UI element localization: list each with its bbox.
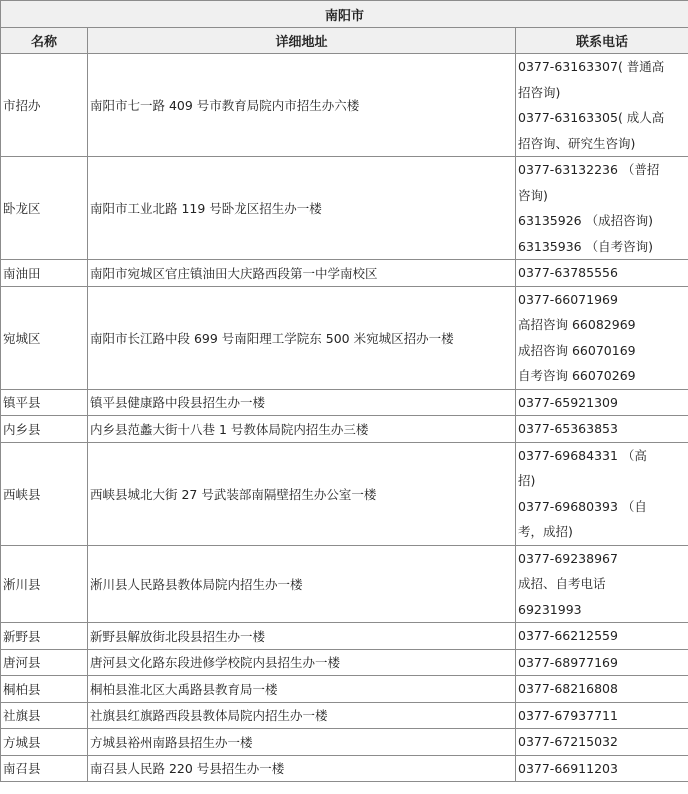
cell-phone <box>516 623 688 650</box>
phone-line: 招咨询、研究生咨询) <box>518 135 636 151</box>
cell-phone <box>516 545 688 623</box>
cell-name: 南召县 <box>1 755 88 782</box>
cell-phone <box>516 389 688 416</box>
cell-name: 南油田 <box>1 260 88 287</box>
phone-line: 0377-68216808 <box>518 681 618 696</box>
cell-address: 西峡县城北大街 27 号武装部南隔壁招生办公室一楼 <box>88 442 516 545</box>
table-row <box>1 755 688 782</box>
cell-name: 新野县 <box>1 623 88 650</box>
phone-line: 0377-67937711 <box>518 707 618 723</box>
table-row <box>1 702 688 729</box>
header-address: 详细地址 <box>88 28 516 54</box>
cell-address: 社旗县红旗路西段县教体局院内招生办一楼 <box>88 702 516 729</box>
table-row <box>1 545 688 623</box>
cell-address: 南阳市七一路 409 号市教育局院内市招生办六楼 <box>88 54 516 157</box>
phone-line: 0377-63163305( 成人高 <box>518 110 665 125</box>
phone-line: 考，成招) <box>518 524 573 539</box>
cell-name: 卧龙区 <box>1 157 88 260</box>
phone-line: 0377-69684331 （高 <box>518 447 647 463</box>
cell-name: 桐柏县 <box>1 676 88 703</box>
phone-line: 招) <box>518 473 536 488</box>
cell-name: 内乡县 <box>1 416 88 443</box>
table-row <box>1 157 688 260</box>
table-title: 南阳市 <box>1 1 688 28</box>
cell-phone <box>516 729 688 756</box>
cell-phone <box>516 157 688 260</box>
cell-phone <box>516 286 688 389</box>
table-row <box>1 649 688 676</box>
phone-line: 0377-65363853 <box>518 421 618 436</box>
cell-phone <box>516 702 688 729</box>
table-row <box>1 676 688 703</box>
cell-phone <box>516 416 688 443</box>
table-row <box>1 729 688 756</box>
cell-address: 南召县人民路 220 号县招生办一楼 <box>88 755 516 782</box>
phone-line: 0377-66911203 <box>518 760 618 776</box>
cell-name: 宛城区 <box>1 286 88 389</box>
table-row <box>1 389 688 416</box>
table-row <box>1 442 688 545</box>
phone-line: 0377-69238967 <box>518 550 618 566</box>
cell-address: 镇平县健康路中段县招生办一楼 <box>88 389 516 416</box>
cell-phone <box>516 755 688 782</box>
cell-name: 社旗县 <box>1 702 88 729</box>
phone-line: 0377-63785556 <box>518 265 618 280</box>
phone-line: 成招、自考电话 <box>518 576 606 591</box>
cell-phone <box>516 442 688 545</box>
cell-phone <box>516 649 688 676</box>
phone-line: 0377-65921309 <box>518 394 618 410</box>
phone-line: 63135936 （自考咨询) <box>518 238 653 254</box>
cell-address: 南阳市长江路中段 699 号南阳理工学院东 500 米宛城区招办一楼 <box>88 286 516 389</box>
cell-name: 淅川县 <box>1 545 88 623</box>
phone-line: 招咨询) <box>518 84 561 100</box>
cell-name: 唐河县 <box>1 649 88 676</box>
header-phone: 联系电话 <box>516 28 688 54</box>
cell-address: 南阳市工业北路 119 号卧龙区招生办一楼 <box>88 157 516 260</box>
phone-line: 0377-66071969 <box>518 291 618 307</box>
cell-phone <box>516 260 688 287</box>
cell-address: 南阳市宛城区官庄镇油田大庆路西段第一中学南校区 <box>88 260 516 287</box>
cell-address: 桐柏县淮北区大禹路县教育局一楼 <box>88 676 516 703</box>
cell-address: 方城县裕州南路县招生办一楼 <box>88 729 516 756</box>
table-row <box>1 54 688 157</box>
phone-line: 69231993 <box>518 601 582 617</box>
phone-line: 0377-68977169 <box>518 654 618 670</box>
phone-line: 0377-67215032 <box>518 734 618 749</box>
phone-line: 0377-63132236 （普招 <box>518 162 660 177</box>
cell-name: 西峡县 <box>1 442 88 545</box>
cell-address: 内乡县范蠡大街十八巷 1 号教体局院内招生办三楼 <box>88 416 516 443</box>
phone-line: 成招咨询 66070169 <box>518 342 636 358</box>
phone-line: 0377-66212559 <box>518 628 618 643</box>
cell-name: 镇平县 <box>1 389 88 416</box>
table-row <box>1 623 688 650</box>
cell-phone <box>516 54 688 157</box>
table-body <box>1 54 688 782</box>
cell-name: 方城县 <box>1 729 88 756</box>
table-row <box>1 260 688 287</box>
phone-line: 0377-69680393 （自 <box>518 498 647 514</box>
cell-address: 淅川县人民路县教体局院内招生办一楼 <box>88 545 516 623</box>
cell-name: 市招办 <box>1 54 88 157</box>
phone-line: 咨询) <box>518 187 548 203</box>
cell-address: 唐河县文化路东段进修学校院内县招生办一楼 <box>88 649 516 676</box>
table-row <box>1 416 688 443</box>
phone-line: 自考咨询 66070269 <box>518 368 636 383</box>
header-name: 名称 <box>1 28 88 54</box>
phone-line: 0377-63163307( 普通高 <box>518 59 665 74</box>
phone-line: 63135926 （成招咨询) <box>518 213 653 228</box>
cell-address: 新野县解放街北段县招生办一楼 <box>88 623 516 650</box>
cell-phone <box>516 676 688 703</box>
table-row <box>1 286 688 389</box>
phone-line: 高招咨询 66082969 <box>518 317 636 332</box>
